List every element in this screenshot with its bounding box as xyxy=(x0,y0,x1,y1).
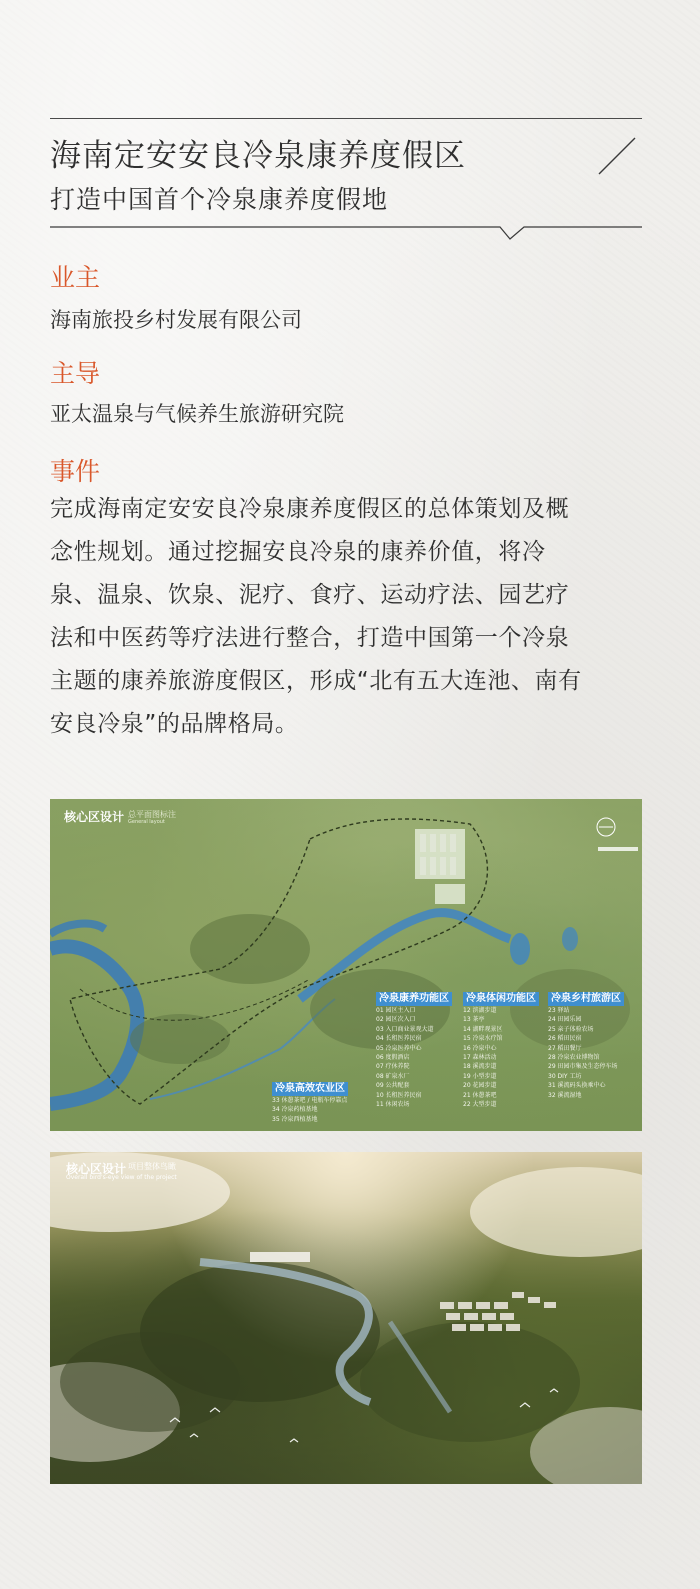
zone-item: 31 溪流码头换乘中心 xyxy=(548,1082,606,1090)
zone-item: 26 稻田民宿 xyxy=(548,1035,582,1043)
event-label: 事件 xyxy=(50,457,101,486)
lead-label: 主导 xyxy=(50,359,101,388)
lead-value: 亚太温泉与气候养生旅游研究院 xyxy=(50,402,344,426)
zone-item: 30 DIY 工坊 xyxy=(548,1072,582,1080)
zone-list xyxy=(548,1006,618,1100)
zone-item: 02 园区次入口 xyxy=(376,1016,416,1024)
zone-item: 12 滨湖步道 xyxy=(463,1007,497,1014)
owner-label: 业主 xyxy=(50,263,101,292)
slash-mark-icon xyxy=(596,136,638,176)
zone-item: 33 休憩茶吧 / 电瓶车停靠点 xyxy=(272,1097,348,1104)
page-title: 海南定安安良冷泉康养度假区 xyxy=(50,138,466,174)
event-description xyxy=(50,488,650,746)
zone-item: 19 小型步道 xyxy=(463,1072,497,1080)
zone-item: 24 田园乐园 xyxy=(548,1016,582,1024)
zone-item: 34 冷泉药植基地 xyxy=(272,1106,318,1114)
map-subtitle-en: General layout xyxy=(128,819,165,825)
zone-item: 11 休闲农场 xyxy=(376,1101,410,1109)
zone-item: 21 休憩茶吧 xyxy=(463,1091,497,1099)
description-line: 泉、温泉、饮泉、泥疗、食疗、运动疗法、园艺疗 xyxy=(50,582,570,608)
zone-item: 16 冷泉中心 xyxy=(463,1044,497,1052)
zone-list xyxy=(463,1006,503,1109)
zone-title: 冷泉体闲功能区 xyxy=(463,992,539,1006)
zone-item: 03 入口商业景观大道 xyxy=(376,1025,434,1033)
master-plan-map xyxy=(50,799,642,1131)
zone-item: 17 森林活动 xyxy=(463,1054,497,1062)
zone-item: 32 溪流湿地 xyxy=(548,1091,582,1099)
zone-item: 25 亲子体验农场 xyxy=(548,1025,594,1033)
zone-list xyxy=(272,1096,347,1124)
map-subtitle: 总平面图标注 xyxy=(128,810,176,819)
zone-item: 05 冷泉医养中心 xyxy=(376,1044,422,1052)
zone-item: 28 冷泉农业博物馆 xyxy=(548,1054,600,1062)
description-line: 完成海南定安安良冷泉康养度假区的总体策划及概 xyxy=(50,496,570,522)
zone-item: 08 矿泉水厂 xyxy=(376,1072,410,1080)
aerial-subtitle-en: Overall bird's-eye view of the project xyxy=(66,1174,177,1181)
zone-item: 18 溪流步道 xyxy=(463,1063,497,1071)
zone-item: 35 冷泉西植基地 xyxy=(272,1115,318,1123)
description-line: 念性规划。通过挖掘安良冷泉的康养价值，将冷 xyxy=(50,539,546,565)
zone-title: 冷泉高效农业区 xyxy=(272,1082,348,1096)
page-subtitle: 打造中国首个冷泉康养度假地 xyxy=(50,185,389,214)
map-title: 核心区设计 xyxy=(64,810,125,824)
description-line: 主题的康养旅游度假区，形成“北有五大连池、南有 xyxy=(50,668,582,694)
zone-item: 10 长租医养民宿 xyxy=(376,1091,422,1099)
aerial-subtitle: 项目整体鸟瞰 xyxy=(128,1162,176,1171)
zone-item: 06 度假酒店 xyxy=(376,1054,410,1062)
zone-item: 27 稻田餐厅 xyxy=(548,1044,582,1052)
owner-value: 海南旅投乡村发展有限公司 xyxy=(50,308,302,332)
header-top-rule xyxy=(50,118,642,119)
zone-item: 07 疗休养院 xyxy=(376,1063,410,1071)
zone-item: 29 田园市集及生态停车场 xyxy=(548,1063,618,1071)
zone-item: 01 园区主入口 xyxy=(376,1007,416,1014)
zone-item: 22 大型步道 xyxy=(463,1101,497,1109)
header-bottom-rule xyxy=(50,222,642,244)
zone-item: 13 茶亭 xyxy=(463,1016,485,1024)
aerial-scene xyxy=(50,1152,642,1484)
zone-item: 14 湖畔观景区 xyxy=(463,1025,503,1033)
aerial-view-image xyxy=(50,1152,642,1484)
zone-title: 冷泉康养功能区 xyxy=(376,992,452,1006)
zone-item: 15 冷泉水疗馆 xyxy=(463,1035,503,1043)
zone-item: 20 花园步道 xyxy=(463,1082,497,1090)
zone-item: 23 驿站 xyxy=(548,1007,570,1014)
description-line: 法和中医药等疗法进行整合，打造中国第一个冷泉 xyxy=(50,625,570,651)
aerial-title: 核心区设计 xyxy=(66,1162,127,1176)
zone-item: 09 公共配套 xyxy=(376,1082,410,1090)
zone-title: 冷泉乡村旅游区 xyxy=(548,992,624,1006)
zone-list xyxy=(376,1006,434,1109)
description-line: 安良冷泉”的品牌格局。 xyxy=(50,711,299,737)
zone-item: 04 长租医养民宿 xyxy=(376,1035,422,1043)
